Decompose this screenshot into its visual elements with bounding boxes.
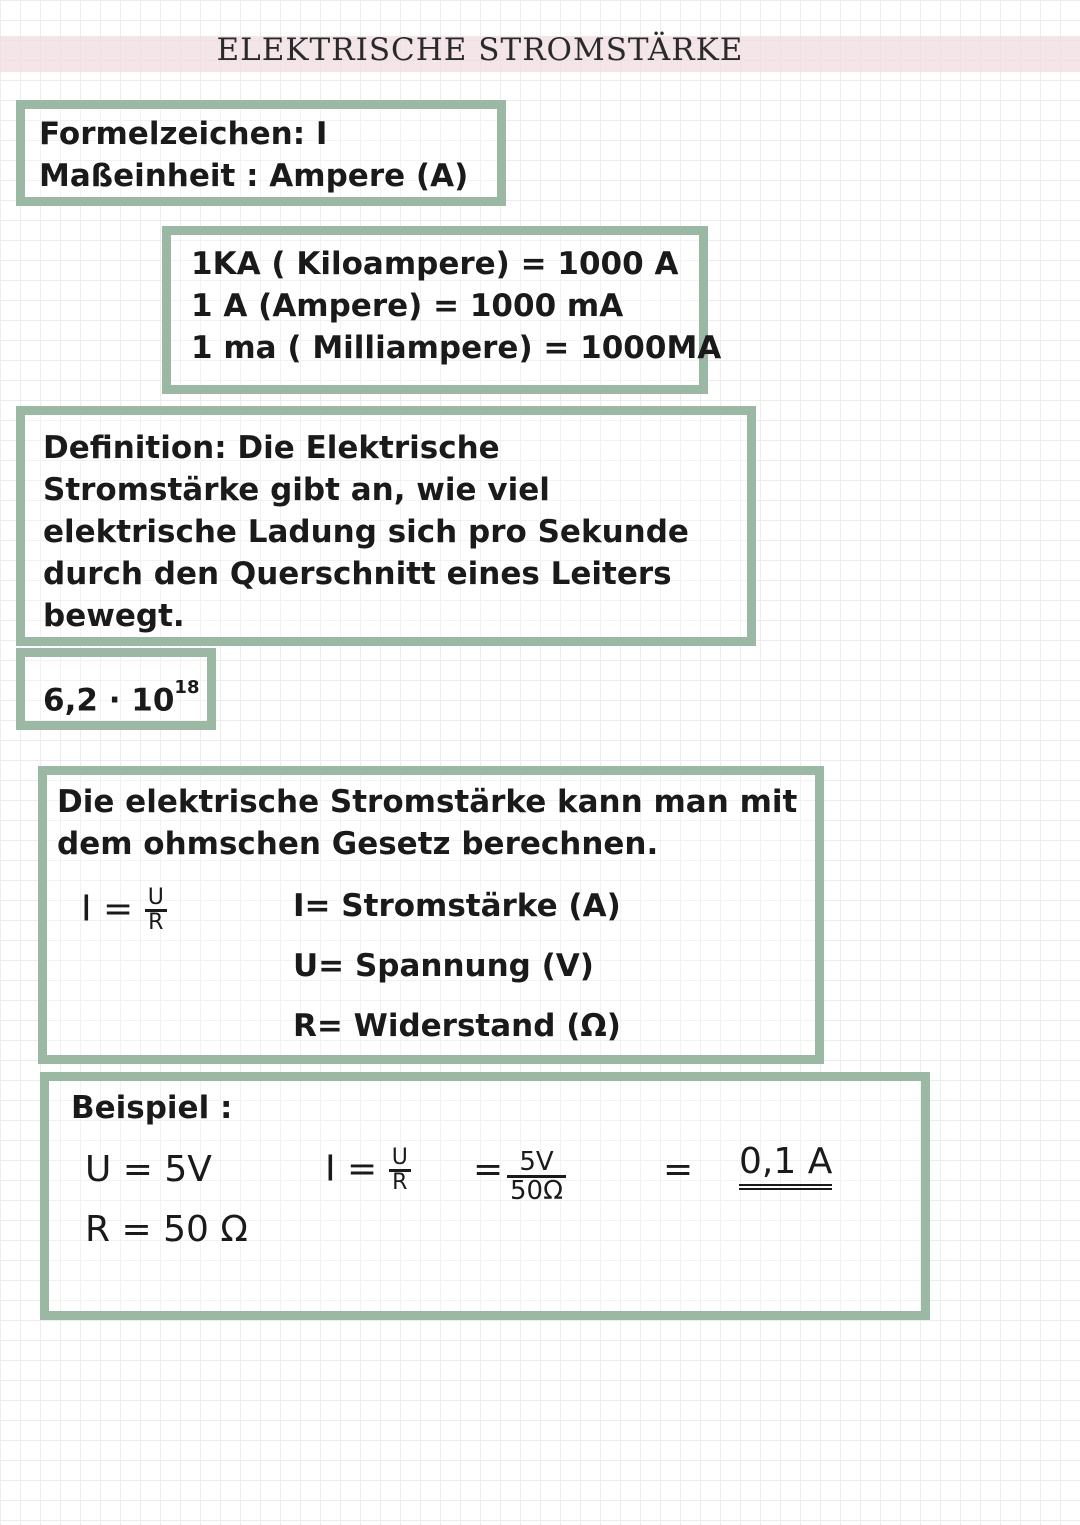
legend-current: I= Stromstärke (A) (293, 888, 621, 924)
legend-voltage: U= Spannung (V) (293, 948, 594, 984)
definition-line: bewegt. (43, 598, 185, 634)
fraction-numerator: U (145, 887, 167, 912)
page-title: ELEKTRISCHE STROMSTÄRKE (216, 32, 744, 68)
definition-box (16, 406, 756, 646)
formula-lhs: I = (325, 1148, 378, 1190)
ohm-law-box (38, 766, 824, 1064)
charge-box (16, 648, 216, 730)
definition-line: durch den Querschnitt eines Leiters (43, 556, 672, 592)
fraction-denominator: R (392, 1170, 408, 1195)
ohm-formula (81, 887, 167, 934)
formula-lhs: I = (81, 888, 134, 930)
given-resistance: R = 50 Ω (85, 1209, 248, 1250)
substituted-denominator: 50Ω (510, 1176, 563, 1206)
result-value: 0,1 A (739, 1141, 832, 1190)
formula-symbol-text: Formelzeichen: I (39, 116, 328, 152)
equals-sign: = (473, 1149, 504, 1190)
example-heading: Beispiel : (71, 1090, 233, 1126)
substituted-fraction (507, 1149, 566, 1204)
charge-value (43, 673, 199, 721)
fraction-numerator: U (389, 1147, 411, 1172)
definition-line: Definition: Die Elektrische (43, 430, 500, 466)
fraction-denominator: R (148, 910, 164, 935)
ohm-intro-line: Die elektrische Stromstärke kann man mit (57, 784, 798, 820)
symbol-unit-box (16, 100, 506, 206)
definition-line: Stromstärke gibt an, wie viel (43, 472, 550, 508)
example-box (40, 1072, 930, 1320)
unit-text: Maßeinheit : Ampere (A) (39, 158, 469, 194)
formula-fraction (389, 1147, 411, 1194)
conversion-line: 1 A (Ampere) = 1000 mA (191, 288, 624, 324)
ohm-intro-line: dem ohmschen Gesetz berechnen. (57, 826, 659, 862)
legend-resistance: R= Widerstand (Ω) (293, 1008, 621, 1044)
charge-exponent: 18 (174, 677, 200, 698)
substituted-numerator: 5V (507, 1149, 566, 1178)
example-formula (325, 1147, 411, 1194)
charge-mantissa: 6,2 · 10 (43, 682, 175, 719)
equals-sign: = (663, 1149, 694, 1190)
conversion-box (162, 226, 722, 394)
conversion-line: 1 ma ( Milliampere) = 1000MA (191, 330, 722, 366)
definition-line: elektrische Ladung sich pro Sekunde (43, 514, 689, 550)
formula-fraction (145, 887, 167, 934)
conversion-line: 1KA ( Kiloampere) = 1000 A (191, 246, 679, 282)
given-voltage: U = 5V (85, 1149, 212, 1190)
